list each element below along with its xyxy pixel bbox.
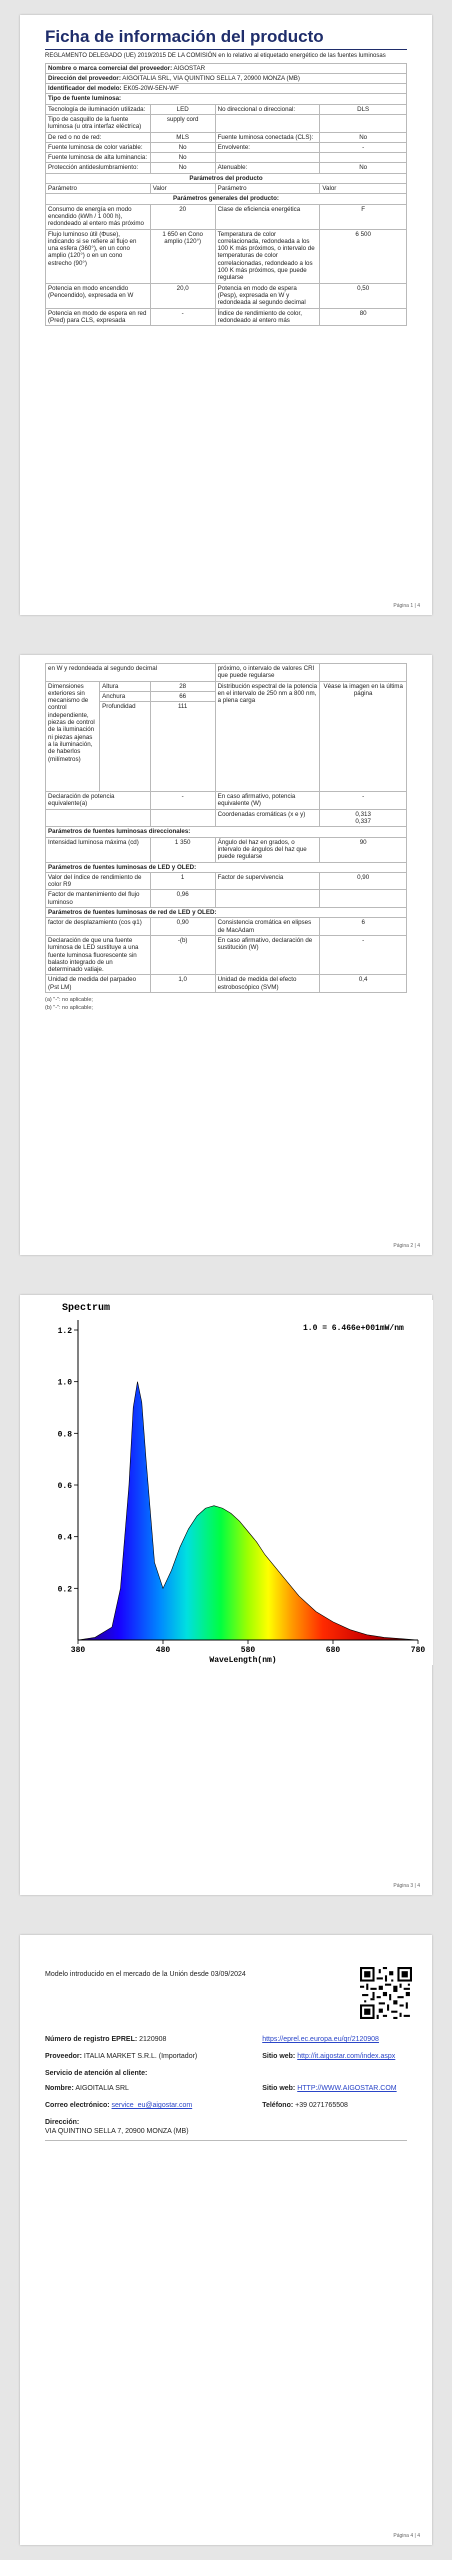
cell: 80	[320, 308, 407, 326]
table-row	[46, 163, 407, 173]
cell: -	[150, 308, 215, 326]
cell: Consistencia cromática en elipses de MacAdam	[215, 918, 320, 936]
x-tick-label: 680	[325, 1646, 341, 1655]
cell: Declaración de potencia equivalente(a)	[46, 792, 151, 810]
cell: Clase de eficiencia energética	[215, 204, 320, 229]
cell: -	[320, 792, 407, 810]
x-tick-label: 380	[70, 1646, 86, 1655]
table-row	[46, 153, 407, 163]
page-1	[20, 15, 432, 615]
cell: No	[150, 142, 215, 152]
table-row	[46, 84, 407, 94]
section-header: Parámetros de fuentes luminosas de LED y OLED:	[46, 862, 407, 872]
table-row	[46, 827, 407, 837]
table-row	[46, 862, 407, 872]
cell: 0,4	[320, 975, 407, 993]
cell: 0,50	[320, 283, 407, 308]
cell: 0,313 0,337	[320, 809, 407, 827]
supplier-address-value: AIGOITALIA SRL, VIA QUINTINO SELLA 7, 20900 MONZA (MB)	[122, 74, 300, 82]
cell: En caso afirmativo, declaración de sustitución (W)	[215, 935, 320, 974]
cell: -(b)	[150, 935, 215, 974]
cell: -	[150, 792, 215, 810]
cell: 90	[320, 837, 407, 862]
cell: Declaración de que una fuente luminosa de LED sustituye a una fuente luminosa fluorescente sin balasto integrado de un determinado vatiaje.	[46, 935, 151, 974]
x-axis-label: WaveLength(nm)	[209, 1656, 277, 1665]
eprel-row	[45, 2035, 407, 2044]
spectrum-title: Spectrum	[62, 1303, 111, 1314]
cell	[320, 153, 407, 163]
service-name-value: AIGOITALIA SRL	[75, 2085, 129, 2092]
model-id-value: EK05-20W-5EN-WF	[123, 85, 179, 93]
cell: 1 650 en Cono amplio (120°)	[150, 229, 215, 283]
service-website-label: Sitio web:	[262, 2085, 296, 2092]
cell: Consumo de energía en modo encendido (kWh / 1 000 h), redondeado al entero más próximo	[46, 204, 151, 229]
page-number: Página 1 | 4	[393, 603, 420, 609]
cell	[215, 114, 320, 132]
regulation-text: REGLAMENTO DELEGADO (UE) 2019/2015 DE LA COMISIÓN en lo relativo al etiquetado energético de las fuentes luminosas	[45, 53, 386, 59]
section-header: Parámetros del producto	[46, 173, 407, 183]
cell: 66	[150, 691, 215, 701]
y-tick-label: 0.4	[58, 1533, 72, 1543]
table-row	[46, 204, 407, 229]
x-tick-label: 480	[155, 1646, 171, 1655]
cell: Tecnología de iluminación utilizada:	[46, 104, 151, 114]
section-header: Parámetros generales del producto:	[46, 194, 407, 204]
cell: 0,90	[320, 872, 407, 890]
cell: Protección antideslumbramiento:	[46, 163, 151, 173]
table-row	[46, 194, 407, 204]
cell: Flujo luminoso útil (Φuse), indicando si se refiere al flujo en una esfera (360°), en un cono amplio (120°) o en un cono estrecho (90°)	[46, 229, 151, 283]
footnotes	[45, 996, 407, 1012]
email-row	[45, 2101, 407, 2110]
cell: Tipo de casquillo de la fuente luminosa (u otra interfaz eléctrica)	[46, 114, 151, 132]
cell: Fuente luminosa de color variable:	[46, 142, 151, 152]
dimensions-label: Dimensiones exteriores sin mecanismo de control independiente, piezas de control de la iluminación ni piezas ajenas a la iluminación, de haberlos (milímetros)	[46, 681, 100, 792]
table-row	[46, 229, 407, 283]
cell: -	[320, 935, 407, 974]
cell: No	[320, 132, 407, 142]
service-name-row	[45, 2084, 407, 2093]
cell: factor de desplazamiento (cos φ1)	[46, 918, 151, 936]
cell	[150, 809, 215, 827]
cell: Coordenadas cromáticas (x e y)	[215, 809, 320, 827]
cell: Altura	[100, 681, 151, 691]
x-tick-label: 780	[410, 1646, 426, 1655]
cell: Fuente luminosa conectada (CLS):	[215, 132, 320, 142]
column-header: Valor	[320, 184, 407, 194]
cell: F	[320, 204, 407, 229]
cell: 6	[320, 918, 407, 936]
cell: 1 350	[150, 837, 215, 862]
cell: 6 500	[320, 229, 407, 283]
column-header: Parámetro	[215, 184, 320, 194]
address-value: VIA QUINTINO SELLA 7, 20900 MONZA (MB)	[45, 2128, 189, 2135]
page-number: Página 4 | 4	[393, 2533, 420, 2539]
cell: Anchura	[100, 691, 151, 701]
cell: 0,90	[150, 918, 215, 936]
cell: No direccional o direccional:	[215, 104, 320, 114]
cell: Potencia en modo encendido (Pencendido), expresada en W	[46, 283, 151, 308]
cell: 1	[150, 872, 215, 890]
supplier-address-label: Dirección del proveedor:	[48, 74, 121, 82]
cell: 1,0	[150, 975, 215, 993]
table-row	[46, 975, 407, 993]
cell: No	[150, 163, 215, 173]
cell: Atenuable:	[215, 163, 320, 173]
cell: Unidad de medida del efecto estroboscópico (SVM)	[215, 975, 320, 993]
section-header: Tipo de fuente luminosa:	[46, 94, 407, 104]
cell: Fuente luminosa de alta luminancia:	[46, 153, 151, 163]
cell	[46, 809, 151, 827]
cell: Potencia en modo de espera (Pesp), expresada en W y redondeada al segundo decimal	[215, 283, 320, 308]
cell: en W y redondeada al segundo decimal	[46, 664, 216, 682]
website-link[interactable]: http://it.aigostar.com/index.aspx	[297, 2053, 396, 2060]
service-website-link[interactable]: HTTP://WWW.AIGOSTAR.COM	[297, 2085, 397, 2092]
supplier-name-label: Nombre o marca comercial del proveedor:	[48, 64, 173, 72]
table-row	[46, 142, 407, 152]
table-row	[46, 104, 407, 114]
cell: Temperatura de color correlacionada, redondeada a los 100 K más próximos, o intervalo de temperaturas de color correlacionadas, redondeado a los 100 K más próximos, que puede regularse	[215, 229, 320, 283]
cell: supply cord	[150, 114, 215, 132]
divider	[45, 2140, 407, 2141]
email-link[interactable]: service_eu@aigostar.com	[111, 2102, 193, 2109]
table-row	[46, 308, 407, 326]
y-tick-label: 0.6	[58, 1482, 72, 1491]
table-row	[46, 792, 407, 810]
spectrum-formula: 1.0 = 6.466e+001mW/nm	[303, 1324, 404, 1333]
page-number: Página 2 | 4	[393, 1243, 420, 1249]
cell: 0,96	[150, 890, 215, 908]
cell: Valor del índice de rendimiento de color R9	[46, 872, 151, 890]
supplier-name-value: AIGOSTAR	[173, 64, 206, 72]
section-header: Parámetros de fuentes luminosas direccionales:	[46, 827, 407, 837]
table-row	[46, 184, 407, 194]
eprel-label: Número de registro EPREL:	[45, 2036, 138, 2043]
cell: Profundidad	[100, 702, 151, 792]
cell: Potencia en modo de espera en red (Pred) para CLS, expresada	[46, 308, 151, 326]
cell: -	[320, 142, 407, 152]
table-row	[46, 681, 407, 691]
cell: De red o no de red:	[46, 132, 151, 142]
y-tick-label: 0.8	[58, 1430, 72, 1440]
provider-row	[45, 2052, 407, 2061]
address-label: Dirección:	[45, 2119, 80, 2126]
cell	[320, 114, 407, 132]
phone-label: Teléfono:	[262, 2102, 294, 2109]
page-2	[20, 655, 432, 1255]
page-3	[20, 1295, 432, 1895]
page-number: Página 3 | 4	[393, 1883, 420, 1889]
cell: Factor de mantenimiento del flujo luminoso	[46, 890, 151, 908]
table-row	[46, 809, 407, 827]
cell: próximo, o intervalo de valores CRI que puede regularse	[215, 664, 320, 682]
cell	[215, 890, 320, 908]
market-intro: Modelo introducido en el mercado de la Unión desde 03/09/2024	[45, 1971, 246, 1978]
document-title: Ficha de información del producto	[45, 27, 407, 50]
cell	[320, 890, 407, 908]
table-row	[46, 73, 407, 83]
table-row	[46, 63, 407, 73]
table-row	[46, 872, 407, 890]
cell: LED	[150, 104, 215, 114]
cell: Unidad de medida del parpadeo (Pst LM)	[46, 975, 151, 993]
cell	[215, 153, 320, 163]
cell: Factor de supervivencia	[215, 872, 320, 890]
service-header: Servicio de atención al cliente:	[45, 2070, 148, 2077]
section-header: Parámetros de fuentes luminosas de red de LED y OLED:	[46, 908, 407, 918]
provider-label: Proveedor:	[45, 2053, 82, 2060]
cell: Índice de rendimiento de color, redondeado al entero más	[215, 308, 320, 326]
cell: 111	[150, 702, 215, 792]
column-header: Valor	[150, 184, 215, 194]
phone-value: +39 0271765508	[295, 2102, 348, 2109]
website-label: Sitio web:	[262, 2053, 296, 2060]
footnote-b: (b) "-": no aplicable;	[45, 1005, 93, 1012]
cell: No	[150, 153, 215, 163]
table-row	[46, 664, 407, 682]
table-row	[46, 908, 407, 918]
cell	[320, 664, 407, 682]
table-row	[46, 837, 407, 862]
cell: No	[320, 163, 407, 173]
service-name-label: Nombre:	[45, 2085, 74, 2092]
qr-code[interactable]	[360, 1967, 412, 2019]
table-row	[46, 890, 407, 908]
model-id-label: Identificador del modelo:	[48, 85, 122, 93]
table-row	[46, 132, 407, 142]
email-label: Correo electrónico:	[45, 2102, 110, 2109]
cell: DLS	[320, 104, 407, 114]
cell: 20,0	[150, 283, 215, 308]
page-4	[20, 1935, 432, 2545]
y-tick-label: 1.0	[58, 1378, 72, 1388]
product-info-table-cont	[45, 663, 407, 993]
product-info-table	[45, 63, 407, 327]
table-row	[46, 283, 407, 308]
y-tick-label: 0.2	[58, 1585, 72, 1595]
cell: Envolvente:	[215, 142, 320, 152]
table-row	[46, 173, 407, 183]
y-tick-label: 1.2	[58, 1327, 72, 1336]
cell: 28	[150, 681, 215, 691]
x-tick-label: 580	[240, 1646, 256, 1655]
cell: Distribución espectral de la potencia en el intervalo de 250 nm a 800 nm, a plena carga	[215, 681, 320, 792]
cell: Ángulo del haz en grados, o intervalo de ángulos del haz que puede regularse	[215, 837, 320, 862]
cell: Intensidad luminosa máxima (cd)	[46, 837, 151, 862]
eprel-link[interactable]: https://eprel.ec.europa.eu/qr/2120908	[262, 2036, 379, 2043]
cell: En caso afirmativo, potencia equivalente (W)	[215, 792, 320, 810]
provider-value: ITALIA MARKET S.R.L. (Importador)	[83, 2053, 198, 2060]
table-row	[46, 935, 407, 974]
cell: MLS	[150, 132, 215, 142]
cell: Véase la imagen en la última página	[320, 681, 407, 792]
eprel-value: 2120908	[139, 2036, 167, 2043]
column-header: Parámetro	[46, 184, 151, 194]
spectrum-chart	[58, 1300, 433, 1665]
table-row	[46, 918, 407, 936]
cell: 20	[150, 204, 215, 229]
footnote-a: (a) "-": no aplicable;	[45, 997, 93, 1004]
table-row	[46, 94, 407, 104]
table-row	[46, 114, 407, 132]
